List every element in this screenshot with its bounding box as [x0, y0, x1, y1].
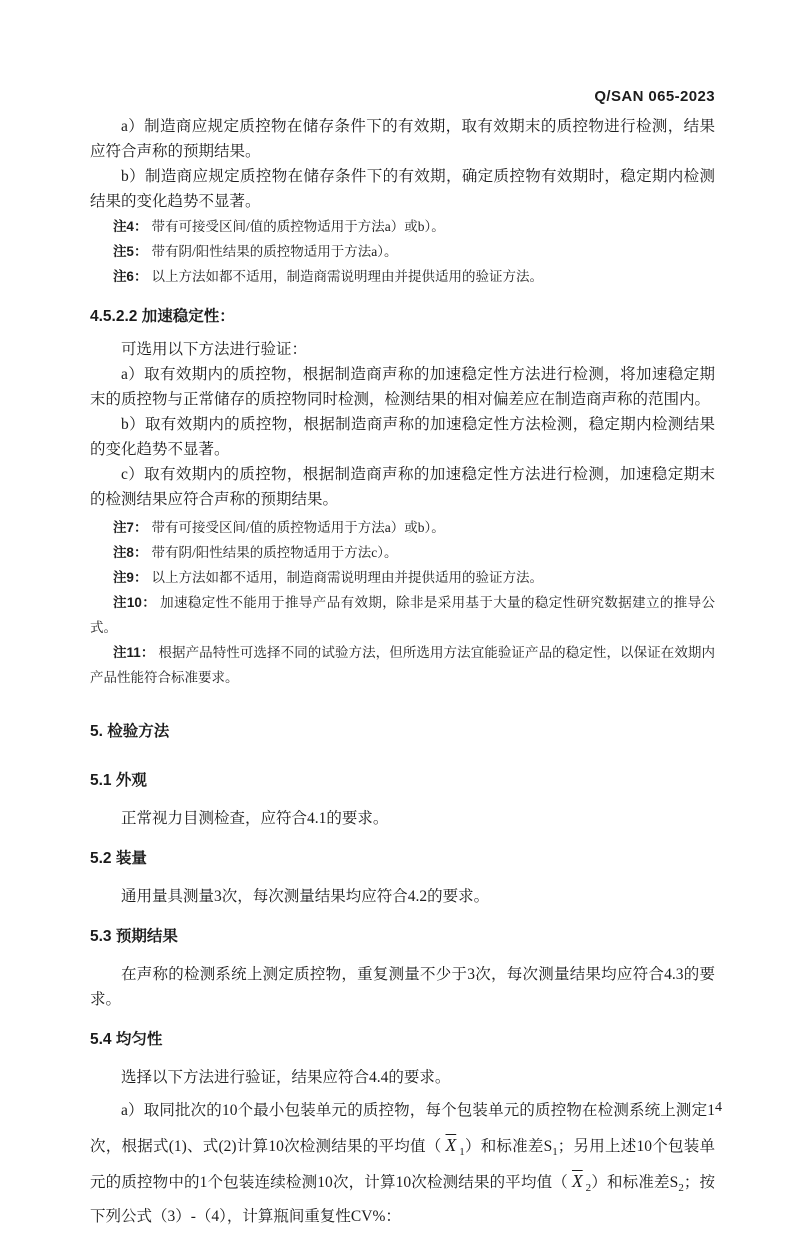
note-4-label: 注4：	[112, 219, 148, 234]
note-6-text: 以上方法如都不适用，制造商需说明理由并提供适用的验证方法。	[151, 269, 543, 284]
note-5-label: 注5：	[112, 244, 148, 259]
accelerated-item-c: c）取有效期内的质控物，根据制造商声称的加速稳定性方法进行检测，加速稳定期末的检测结果应符合声称的预期结果。	[90, 466, 715, 508]
note-10	[90, 590, 715, 640]
expiry-item-b: b）制造商应规定质控物在储存条件下的有效期，确定质控物有效期时，稳定期内检测结果的变化趋势不显著。	[90, 168, 715, 210]
heading-section-5-3: 5.3 预期结果	[90, 928, 178, 945]
note-9	[90, 565, 715, 590]
note-4	[90, 214, 715, 239]
formula-text-segment: ；另用上述10个包装单元的质控物中的1个包装连续检测10次，计算10次检测结果的平均值（	[90, 1138, 715, 1191]
expiry-item-a: a）制造商应规定质控物在储存条件下的有效期，取有效期末的质控物进行检测，结果应符合声称的预期结果。	[90, 118, 715, 160]
page-number: 4	[715, 1100, 722, 1115]
note-8	[90, 540, 715, 565]
note-11	[90, 640, 715, 690]
section-5-3-body: 在声称的检测系统上测定质控物，重复测量不少于3次，每次测量结果均应符合4.3的要求。	[90, 966, 715, 1008]
section-5-1-body: 正常视力目测检查，应符合4.1的要求。	[121, 810, 389, 827]
s2-subscript: 2	[678, 1182, 684, 1195]
formula-text-segment: ；按下列公式（3）-（4），计算瓶间重复性CV%：	[90, 1174, 715, 1225]
heading-accelerated-stability: 4.5.2.2 加速稳定性：	[90, 308, 235, 325]
formula-text-segment: a）取同批次的10个最小包装单元的质控物，每个包装单元的质控物在检测系统上测定1次，根据式(1)、式(2)计算10次检测结果的平均值（	[90, 1102, 715, 1155]
heading-section-5-2: 5.2 装量	[90, 850, 147, 867]
note-5-text: 带有阴/阳性结果的质控物适用于方法a）。	[151, 244, 398, 259]
note-8-label: 注8：	[112, 545, 148, 560]
formula-text-segment: ）和标准差S	[464, 1138, 553, 1155]
heading-section-5-1: 5.1 外观	[90, 772, 147, 789]
section-5-4-intro: 选择以下方法进行验证，结果应符合4.4的要求。	[121, 1069, 451, 1086]
note-4-text: 带有可接受区间/值的质控物适用于方法a）或b）。	[151, 219, 445, 234]
accelerated-item-b: b）取有效期内的质控物，根据制造商声称的加速稳定性方法检测，稳定期内检测结果的变化趋势不显著。	[90, 416, 715, 458]
note-11-text: 根据产品特性可选择不同的试验方法，但所选用方法宜能验证产品的稳定性，以保证在效期内产品性能符合标准要求。	[90, 645, 716, 685]
note-7	[90, 515, 715, 540]
note-9-label: 注9：	[112, 570, 148, 585]
note-10-label: 注10：	[112, 595, 157, 610]
standard-code-header: Q/SAN 065-2023	[594, 88, 715, 105]
note-6	[90, 264, 715, 289]
section-5-2-body: 通用量具测量3次，每次测量结果均应符合4.2的要求。	[121, 888, 490, 905]
note-5	[90, 239, 715, 264]
note-10-text: 加速稳定性不能用于推导产品有效期，除非是采用基于大量的稳定性研究数据建立的推导公式。	[90, 595, 715, 635]
heading-section-5: 5. 检验方法	[90, 723, 170, 740]
xbar-1-subscript: 1	[459, 1146, 465, 1159]
note-11-label: 注11：	[112, 645, 155, 660]
formula-text-segment: ）和标准差S	[591, 1174, 679, 1191]
xbar-2-symbol: $\overline{X}$	[571, 1171, 583, 1191]
heading-section-5-4: 5.4 均匀性	[90, 1031, 163, 1048]
xbar-1-symbol: $\overline{X}$	[445, 1135, 457, 1155]
note-6-label: 注6：	[112, 269, 148, 284]
note-9-text: 以上方法如都不适用，制造商需说明理由并提供适用的验证方法。	[151, 570, 543, 585]
accelerated-item-a: a）取有效期内的质控物，根据制造商声称的加速稳定性方法进行检测，将加速稳定期末的质控物与正常储存的质控物同时检测，检测结果的相对偏差应在制造商声称的范围内。	[90, 366, 715, 408]
xbar-2-subscript: 2	[585, 1182, 592, 1195]
note-7-label: 注7：	[112, 520, 148, 535]
note-7-text: 带有可接受区间/值的质控物适用于方法a）或b）。	[151, 520, 445, 535]
accelerated-intro: 可选用以下方法进行验证：	[121, 341, 308, 358]
section-5-4-item-a	[90, 1094, 715, 1234]
s1-subscript: 1	[552, 1146, 558, 1159]
note-8-text: 带有阴/阳性结果的质控物适用于方法c）。	[151, 545, 398, 560]
